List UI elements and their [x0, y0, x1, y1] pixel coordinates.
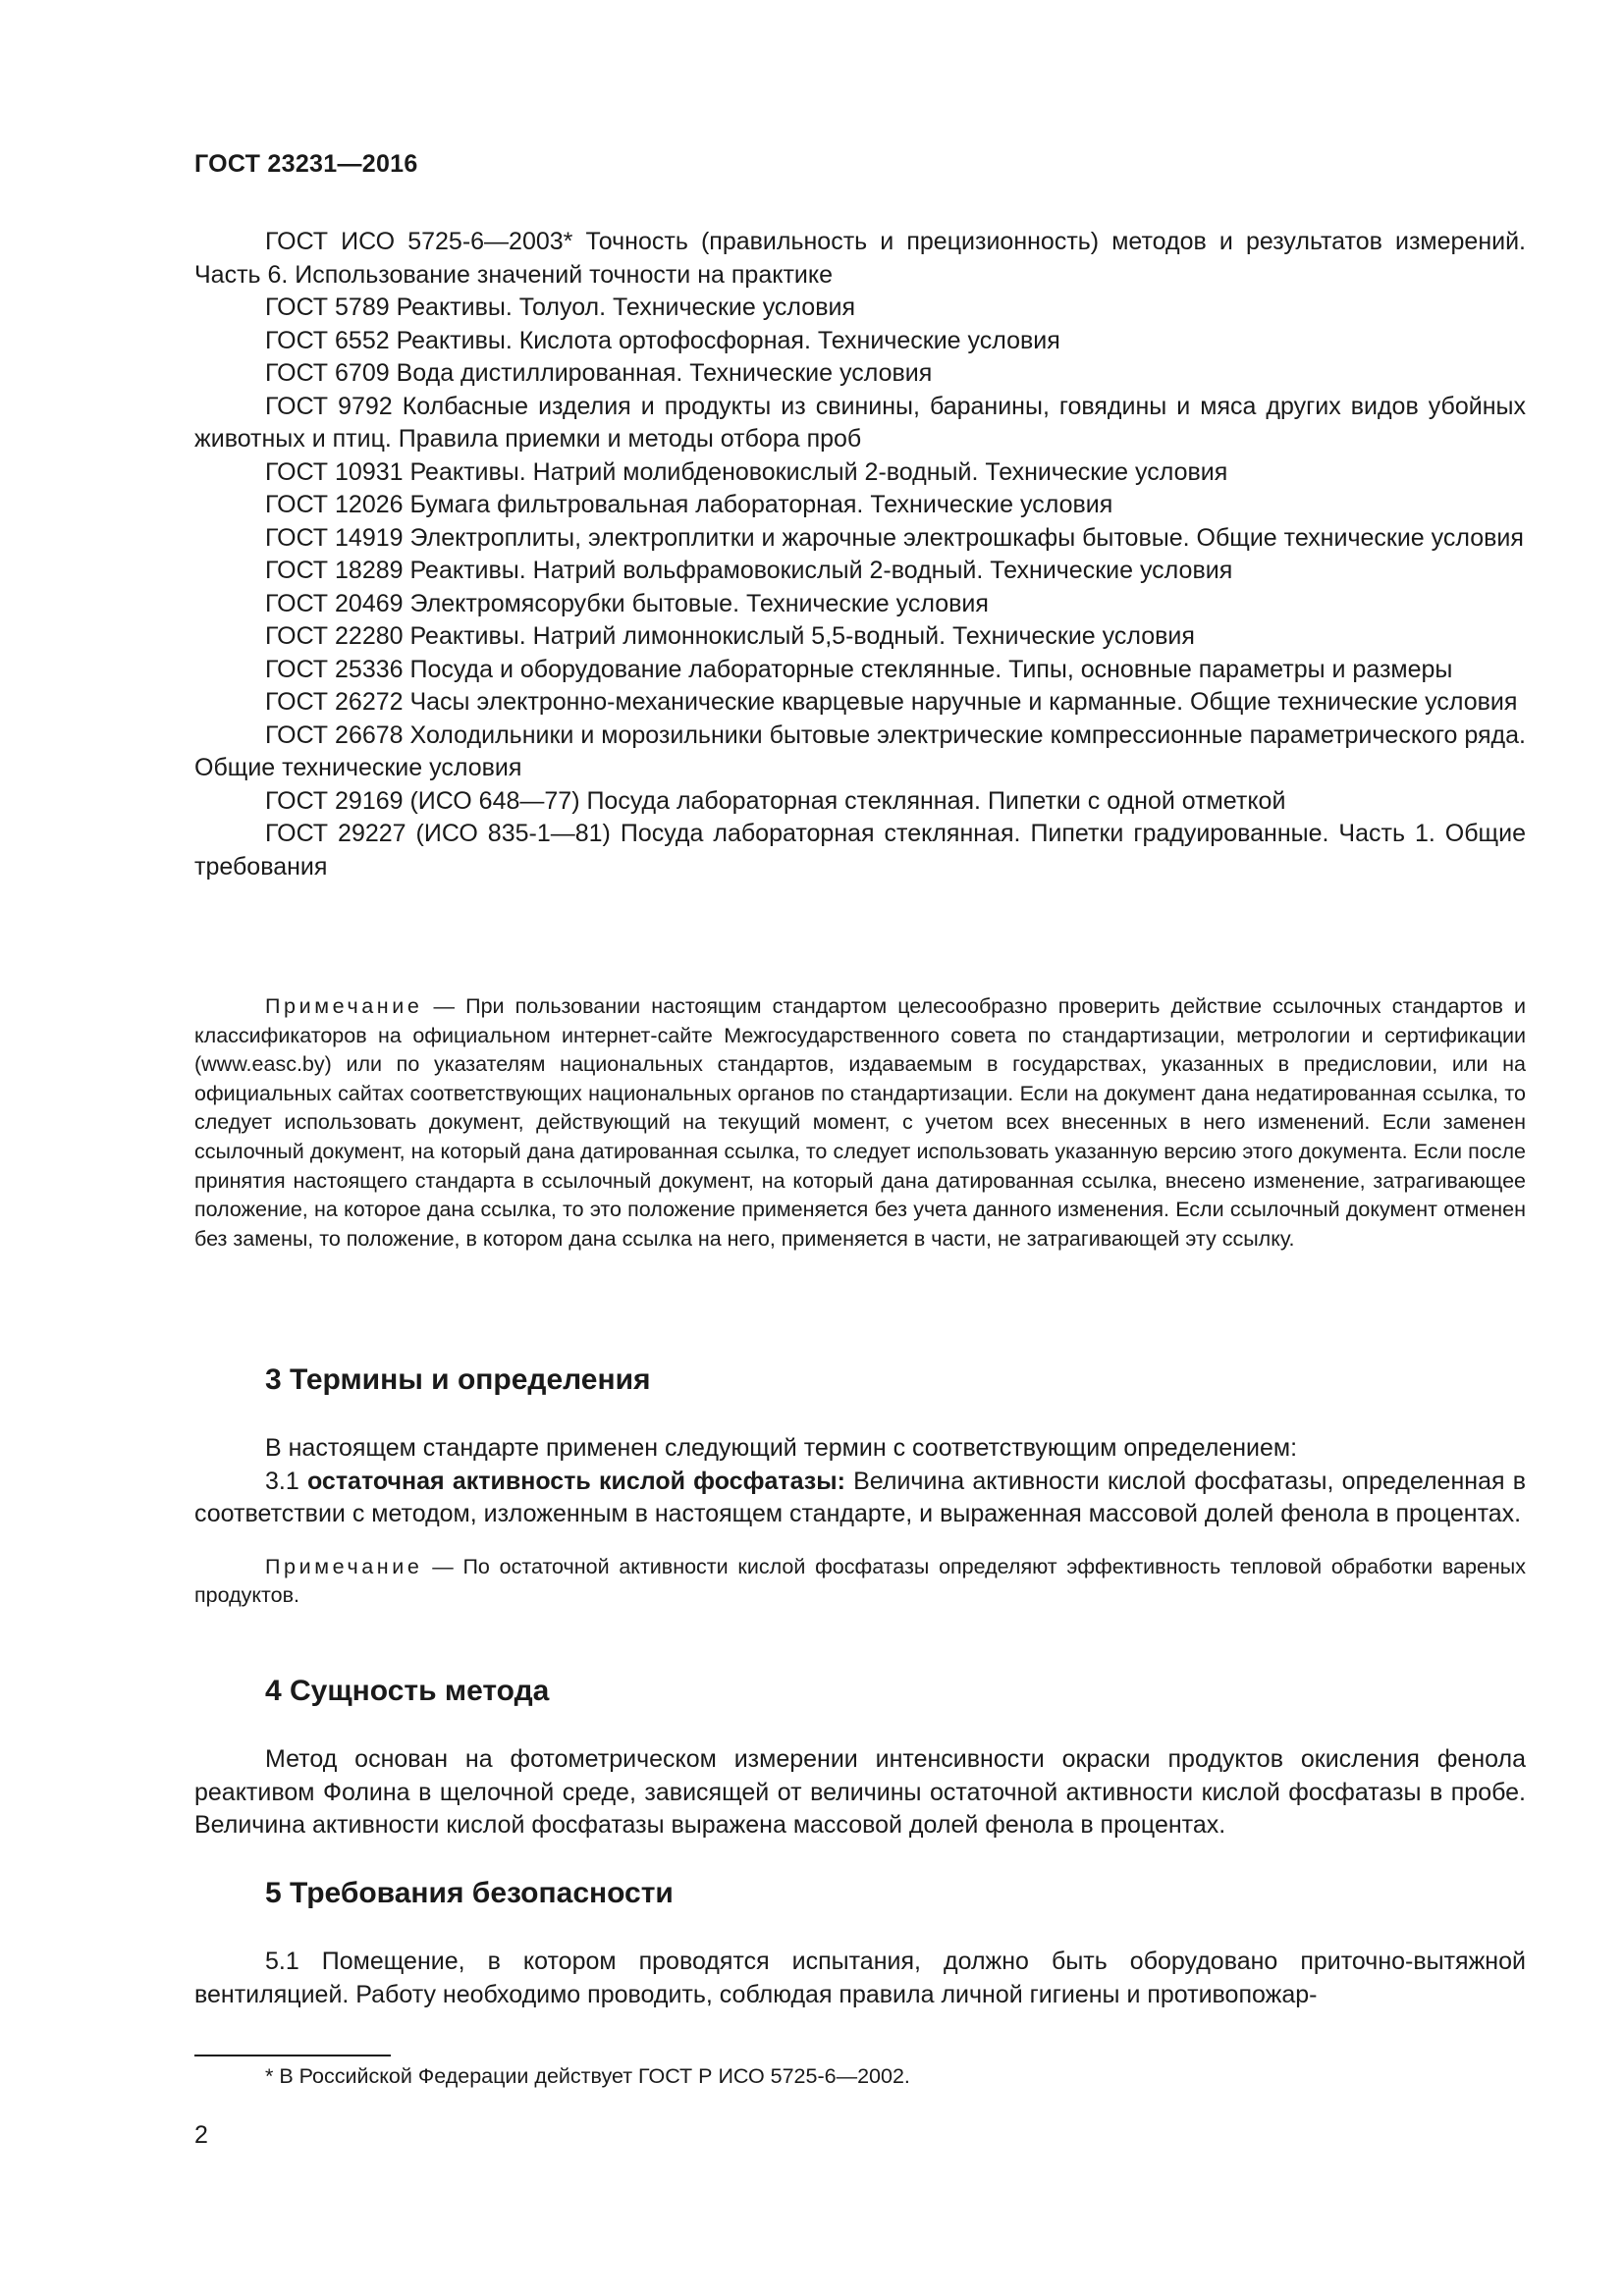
section-4-body: [194, 1743, 1526, 1842]
reference-item: ГОСТ 22280 Реактивы. Натрий лимоннокислый 5,5-водный. Технические условия: [265, 622, 1195, 650]
section-4-heading: 4 Сущность метода: [265, 1675, 550, 1707]
footnote-rule: [194, 2055, 391, 2056]
section-3-body: [194, 1432, 1526, 1611]
footnote: * В Российской Федерации действует ГОСТ Р ИСО 5725-6—2002.: [265, 2064, 910, 2088]
section-3-heading: 3 Термины и определения: [265, 1363, 651, 1396]
references-note: [194, 992, 1526, 1254]
definition: Величина активности кислой фосфатазы, определенная в соответствии с методом, изложенным в настоящем стандарте, и выраженная массовой долей фенола в процентах.: [194, 1467, 1527, 1527]
page-number: 2: [194, 2121, 208, 2149]
note-label: Примечание: [265, 1554, 423, 1578]
note-label: Примечание: [265, 994, 423, 1018]
note-text: — По остаточной активности кислой фосфатазы определяют эффективность тепловой обработки вареных продуктов.: [194, 1554, 1526, 1608]
normative-references-list: [194, 226, 1526, 883]
section-4-text: Метод основан на фотометрическом измерении интенсивности окраски продуктов окисления фенола реактивом Фолина в щелочной среде, зависящей от величины остаточной активности кислой фосфатазы в пробе. Величина активности кислой фосфатазы выражена массовой долей фенола в процентах.: [194, 1745, 1526, 1839]
note-text: — При пользовании настоящим стандартом целесообразно проверить действие ссылочных стандартов и классификаторов на официальном интернет-сайте Межгосударственного совета по стандартизации, метрологии и сертификации (www.easc.by) или по указателям национальных стандартов, издаваемым в государствах, указанных в предисловии, или на официальных сайтах соответствующих национальных органов по стандартизации. Если на документ дана недатированная ссылка, то следует использовать документ, действующий на текущий момент, с учетом всех внесенных в него изменений. Если заменен ссылочный документ, на который дана датированная ссылка, то следует использовать указанную версию этого документа. Если после принятия настоящего стандарта в ссылочный документ, на который дана датированная ссылка, внесено изменение, затрагивающее положение, на которое дана ссылка, то это положение применяется без учета данного изменения. Если ссылочный документ отменен без замены, то положение, в котором дана ссылка на него, применяется в части, не затрагивающей эту ссылку.: [194, 994, 1526, 1251]
reference-item: ГОСТ 26272 Часы электронно-механические кварцевые наручные и карманные. Общие технические условия: [265, 688, 1518, 716]
term-definition: [194, 1466, 1526, 1531]
section-5-text: 5.1 Помещение, в котором проводятся испытания, должно быть оборудовано приточно-вытяжной вентиляцией. Работу необходимо проводить, соблюдая правила личной гигиены и противопожар-: [194, 1948, 1526, 2008]
section-3-note: [194, 1553, 1526, 1611]
reference-item: ГОСТ 9792 Колбасные изделия и продукты из свинины, баранины, говядины и мяса других видов убойных животных и птиц. Правила приемки и методы отбора проб: [194, 392, 1526, 453]
section-3-intro: В настоящем стандарте применен следующий термин с соответствующим определением:: [265, 1434, 1298, 1462]
reference-item: ГОСТ 29227 (ИСО 835-1—81) Посуда лабораторная стеклянная. Пипетки градуированные. Часть 1. Общие требования: [194, 820, 1526, 881]
term-number: 3.1: [265, 1467, 307, 1495]
reference-item: ГОСТ 25336 Посуда и оборудование лабораторные стеклянные. Типы, основные параметры и размеры: [265, 655, 1453, 683]
reference-item: ГОСТ 6709 Вода дистиллированная. Технические условия: [265, 359, 933, 387]
document-page: [194, 0, 1526, 2296]
reference-item: ГОСТ 12026 Бумага фильтровальная лабораторная. Технические условия: [265, 491, 1113, 518]
reference-item: ГОСТ 10931 Реактивы. Натрий молибденовокислый 2-водный. Технические условия: [265, 457, 1228, 486]
section-5-heading: 5 Требования безопасности: [265, 1877, 674, 1909]
reference-item: ГОСТ 18289 Реактивы. Натрий вольфрамовокислый 2-водный. Технические условия: [265, 557, 1233, 584]
reference-item: ГОСТ 26678 Холодильники и морозильники бытовые электрические компрессионные параметрического ряда. Общие технические условия: [194, 721, 1526, 781]
reference-item: ГОСТ 5789 Реактивы. Толуол. Технические условия: [265, 294, 855, 321]
running-header: ГОСТ 23231—2016: [194, 150, 418, 178]
reference-item: ГОСТ 20469 Электромясорубки бытовые. Технические условия: [265, 589, 989, 617]
reference-item: ГОСТ 14919 Электроплиты, электроплитки и жарочные электрошкафы бытовые. Общие технические условия: [265, 523, 1524, 552]
reference-item: ГОСТ 6552 Реактивы. Кислота ортофосфорная. Технические условия: [265, 326, 1060, 354]
term: остаточная активность кислой фосфатазы:: [306, 1467, 845, 1495]
reference-item: ГОСТ ИСО 5725-6—2003* Точность (правильность и прецизионность) методов и результатов измерений. Часть 6. Использование значений точности на практике: [194, 228, 1526, 289]
reference-item: ГОСТ 29169 (ИСО 648—77) Посуда лабораторная стеклянная. Пипетки с одной отметкой: [265, 786, 1286, 815]
section-5-body: [194, 1946, 1526, 2011]
